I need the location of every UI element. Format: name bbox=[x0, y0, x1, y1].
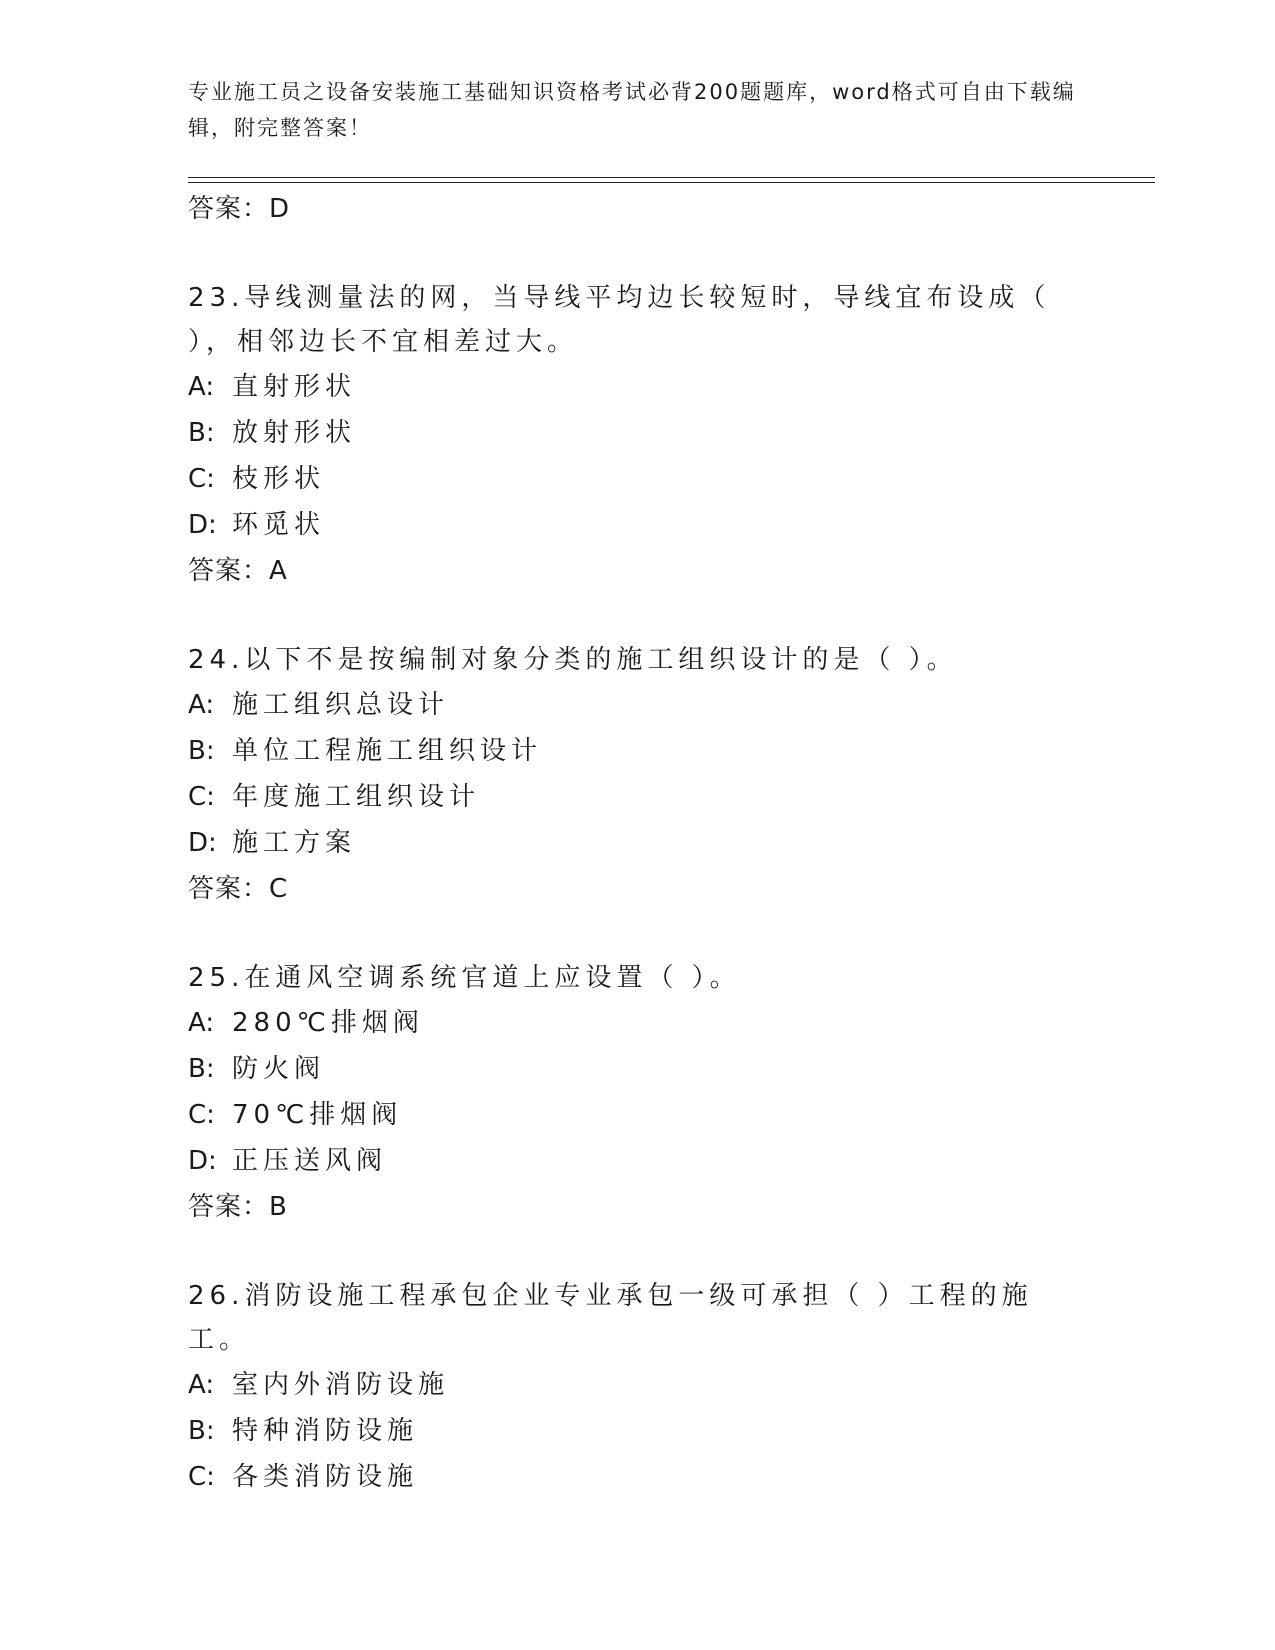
question-item bbox=[188, 276, 1088, 594]
option-text: 年度施工组织设计 bbox=[232, 782, 481, 812]
option-text: 特种消防设施 bbox=[232, 1416, 419, 1446]
option-item bbox=[188, 1138, 1088, 1184]
option-letter: D: bbox=[188, 1146, 217, 1176]
option-letter: B: bbox=[188, 1416, 215, 1446]
option-text: 直射形状 bbox=[232, 372, 357, 402]
option-item bbox=[188, 502, 1088, 548]
option-text: 施工方案 bbox=[232, 828, 357, 858]
document-header: 专业施工员之设备安装施工基础知识资格考试必背200题题库，word格式可自由下载编辑，附完整答案！ bbox=[188, 80, 1076, 140]
option-text: 70℃排烟阀 bbox=[232, 1100, 403, 1130]
question-item bbox=[188, 638, 1088, 912]
option-letter: B: bbox=[188, 736, 215, 766]
answer-line: 答案：B bbox=[188, 1192, 288, 1222]
option-letter: D: bbox=[188, 510, 217, 540]
answer-line: 答案：A bbox=[188, 556, 288, 586]
header-divider-bottom bbox=[188, 182, 1155, 183]
question-text: 25.在通风空调系统官道上应设置（ ）。 bbox=[188, 963, 741, 993]
option-text: 施工组织总设计 bbox=[232, 690, 450, 720]
option-item bbox=[188, 1362, 1088, 1408]
option-letter: A: bbox=[188, 1008, 215, 1038]
answer-line: 答案：C bbox=[188, 874, 289, 904]
option-text: 室内外消防设施 bbox=[232, 1370, 450, 1400]
option-item bbox=[188, 820, 1088, 866]
option-text: 防火阀 bbox=[232, 1054, 326, 1084]
question-text: 26.消防设施工程承包企业专业承包一级可承担（ ）工程的施工。 bbox=[188, 1281, 1033, 1355]
question-item bbox=[188, 1274, 1088, 1500]
option-letter: A: bbox=[188, 372, 215, 402]
option-letter: C: bbox=[188, 782, 215, 812]
option-text: 各类消防设施 bbox=[232, 1462, 419, 1492]
option-letter: D: bbox=[188, 828, 217, 858]
option-item bbox=[188, 728, 1088, 774]
option-item bbox=[188, 456, 1088, 502]
option-text: 正压送风阀 bbox=[232, 1146, 388, 1176]
question-text: 23.导线测量法的网，当导线平均边长较短时，导线宜布设成（ ），相邻边长不宜相差过大。 bbox=[188, 283, 1051, 357]
option-letter: B: bbox=[188, 418, 215, 448]
option-letter: C: bbox=[188, 1100, 215, 1130]
header-divider-top bbox=[188, 177, 1155, 178]
option-text: 280℃排烟阀 bbox=[232, 1008, 424, 1038]
question-item bbox=[188, 956, 1088, 1230]
option-letter: B: bbox=[188, 1054, 215, 1084]
option-text: 枝形状 bbox=[232, 464, 326, 494]
option-item bbox=[188, 364, 1088, 410]
option-item bbox=[188, 1092, 1088, 1138]
option-letter: C: bbox=[188, 464, 215, 494]
question-list bbox=[188, 186, 1088, 1500]
option-item bbox=[188, 1000, 1088, 1046]
questions-container bbox=[188, 276, 1088, 1500]
option-text: 单位工程施工组织设计 bbox=[232, 736, 543, 766]
option-item bbox=[188, 410, 1088, 456]
option-item bbox=[188, 682, 1088, 728]
answer-line: 答案：D bbox=[188, 194, 291, 224]
option-item bbox=[188, 1046, 1088, 1092]
question-text: 24.以下不是按编制对象分类的施工组织设计的是（ ）。 bbox=[188, 645, 958, 675]
option-text: 环觅状 bbox=[232, 510, 326, 540]
option-item bbox=[188, 1408, 1088, 1454]
option-letter: C: bbox=[188, 1462, 215, 1492]
option-letter: A: bbox=[188, 690, 215, 720]
option-text: 放射形状 bbox=[232, 418, 357, 448]
option-item bbox=[188, 774, 1088, 820]
option-letter: A: bbox=[188, 1370, 215, 1400]
option-item bbox=[188, 1454, 1088, 1500]
